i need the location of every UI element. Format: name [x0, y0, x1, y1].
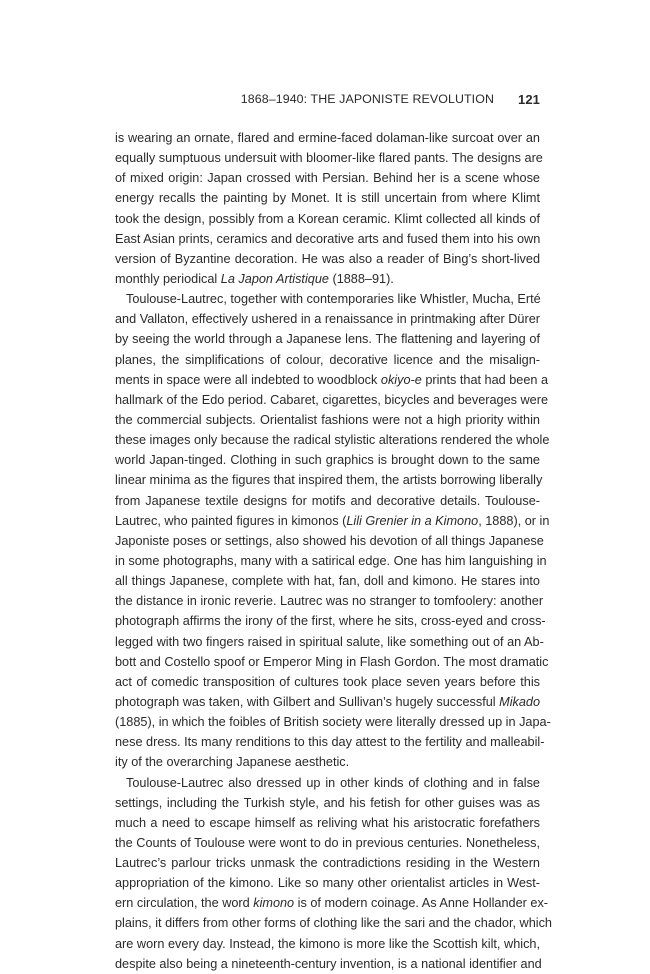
text-run: much a need to escape himself as reliving what his aristocratic forefathers: [115, 815, 540, 830]
text-run: legged with two fingers raised in spiritual salute, like something out of an Ab-: [115, 634, 544, 649]
text-line: [115, 954, 540, 974]
text-line: [115, 309, 540, 329]
text-line: [115, 531, 544, 551]
text-line: [115, 329, 540, 349]
text-run: nese dress. Its many renditions to this day attest to the fertility and malleabil-: [115, 735, 545, 750]
text-run: version of Byzantine decoration. He was also a reader of Bing’s short-lived: [115, 251, 540, 266]
text-run: in some photographs, many with a satirical edge. One has him languishing in: [115, 553, 547, 568]
text-line: [115, 773, 540, 793]
text-line: [115, 813, 540, 833]
page-header: [115, 92, 540, 108]
text-line: [115, 491, 540, 511]
text-line: [115, 511, 550, 531]
text-run: ern circulation, the word: [115, 896, 254, 911]
text-line: [115, 390, 549, 410]
text-run: linear minima as the figures that inspired them, the artists borrowing liberally: [115, 473, 543, 488]
text-run: and Vallaton, effectively ushered in a renaissance in printmaking after Dürer: [115, 312, 540, 327]
text-line: [115, 913, 552, 933]
text-run: the commercial subjects. Orientalist fashions were not a high priority within: [115, 412, 540, 427]
italic-text: La Japon Artistique: [220, 271, 329, 286]
text-run: , 1888), or in: [478, 513, 550, 528]
text-run: Toulouse-Lautrec, together with contemporaries like Whistler, Mucha, Erté: [126, 292, 541, 307]
text-run: Lautrec’s parlour tricks unmask the contradictions residing in the Western: [115, 856, 540, 871]
text-run: Toulouse-Lautrec also dressed up in other kinds of clothing and in false: [126, 775, 540, 790]
text-line: [115, 692, 540, 712]
text-run: took the design, possibly from a Korean ceramic. Klimt collected all kinds of: [115, 211, 540, 226]
text-line: [115, 793, 540, 813]
text-line: [115, 269, 540, 289]
text-line: [115, 611, 546, 631]
text-run: prints that had been a: [421, 372, 549, 387]
text-line: [115, 833, 540, 853]
page-number: 121: [518, 92, 540, 107]
text-run: all things Japanese, complete with hat, fan, doll and kimono. He stares into: [115, 574, 540, 589]
text-run: East Asian prints, ceramics and decorative arts and fused them into his own: [115, 231, 541, 246]
text-run: appropriation of the kimono. Like so many other orientalist articles in West-: [115, 876, 540, 891]
text-line: [115, 752, 540, 772]
text-run: monthly periodical: [115, 271, 221, 286]
text-run: (1885), in which the foibles of British society were literally dressed up in Japa-: [115, 715, 551, 730]
text-line: [115, 229, 540, 249]
text-line: [115, 430, 550, 450]
paragraph-3: [115, 773, 552, 974]
text-run: ments in space were all indebted to woodblock: [115, 372, 381, 387]
paragraph-2: [115, 289, 551, 772]
text-line: [115, 249, 540, 269]
italic-text: Lili Grenier in a Kimono: [346, 513, 479, 528]
text-line: [115, 148, 543, 168]
text-line: [115, 873, 540, 893]
running-head: 1868–1940: THE JAPONISTE REVOLUTION: [240, 92, 494, 106]
text-line: [115, 168, 540, 188]
text-line: [115, 652, 549, 672]
text-line: [115, 188, 540, 208]
italic-text: kimono: [253, 896, 295, 911]
text-line: [115, 571, 540, 591]
italic-text: Mikado: [499, 694, 541, 709]
text-run: photograph was taken, with Gilbert and Sullivan’s hugely successful: [115, 694, 500, 709]
text-run: equally sumptuous undersuit with bloomer-like flared pants. The designs are: [115, 151, 543, 166]
text-run: by seeing the world through a Japanese lens. The flattening and layering of: [115, 332, 540, 347]
paragraph-1: [115, 128, 543, 289]
text-run: from Japanese textile designs for motifs and decorative details. Toulouse-: [115, 493, 540, 508]
text-run: bott and Costello spoof or Emperor Ming in Flash Gordon. The most dramatic: [115, 654, 549, 669]
text-run: act of comedic transposition of cultures took place seven years before this: [115, 674, 540, 689]
text-run: of mixed origin: Japan crossed with Persian. Behind her is a scene whose: [115, 171, 540, 186]
text-line: [115, 470, 543, 490]
text-line: [115, 551, 547, 571]
text-run: are worn every day. Instead, the kimono is more like the Scottish kilt, which,: [115, 936, 540, 951]
text-run: the distance in ironic reverie. Lautrec was no stranger to tomfoolery: another: [115, 594, 544, 609]
text-line: [115, 350, 540, 370]
text-line: [115, 853, 540, 873]
italic-text: okiyo-e: [380, 372, 422, 387]
text-line: [115, 410, 540, 430]
text-run: world Japan-tinged. Clothing in such graphics is brought down to the same: [115, 453, 540, 468]
text-line: [115, 732, 545, 752]
text-line: [115, 893, 549, 913]
text-line: [115, 672, 540, 692]
text-line: [115, 591, 544, 611]
text-line: [115, 632, 544, 652]
text-run: is of modern coinage. As Anne Hollander ex-: [294, 896, 549, 911]
text-run: Lautrec, who painted figures in kimonos (: [115, 513, 347, 528]
text-line: [115, 370, 549, 390]
body-text: [115, 128, 552, 974]
text-run: is wearing an ornate, flared and ermine-faced dolaman-like surcoat over an: [115, 131, 540, 145]
text-run: ity of the overarching Japanese aesthetic.: [115, 755, 350, 770]
text-line: [115, 209, 540, 229]
text-run: photograph affirms the irony of the first, where he sits, cross-eyed and cross-: [115, 614, 546, 629]
text-run: these images only because the radical stylistic alterations rendered the whole: [115, 433, 550, 448]
text-run: hallmark of the Edo period. Cabaret, cigarettes, bicycles and beverages were: [115, 392, 549, 407]
text-run: Japoniste poses or settings, also showed his devotion of all things Japanese: [115, 533, 544, 548]
text-line: [115, 712, 551, 732]
text-line: [115, 289, 540, 309]
text-run: despite also being a nineteenth-century invention, is a national identifier and: [115, 956, 542, 971]
text-run: the Counts of Toulouse were wont to do in previous centuries. Nonetheless,: [115, 835, 540, 850]
text-run: plains, it differs from other forms of clothing like the sari and the chador, which: [115, 916, 552, 931]
text-line: [115, 450, 540, 470]
text-line: [115, 128, 540, 148]
text-run: settings, including the Turkish style, and his fetish for other guises was as: [115, 795, 540, 810]
text-run: energy recalls the painting by Monet. It is still uncertain from where Klimt: [115, 191, 540, 206]
text-run: planes, the simplifications of colour, decorative licence and the misalign-: [115, 352, 540, 367]
text-run: (1888–91).: [328, 271, 394, 286]
